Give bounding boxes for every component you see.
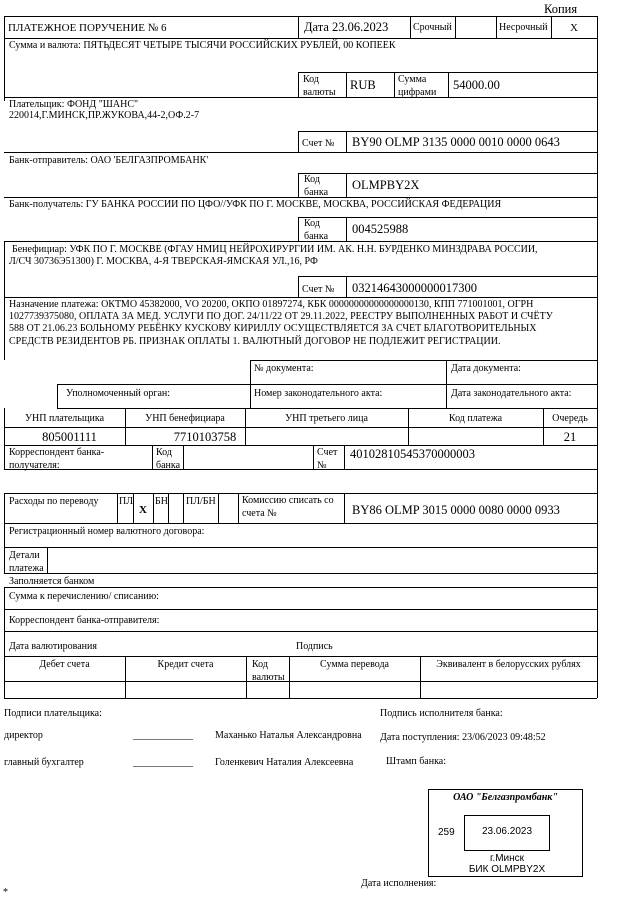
director-signature-line: ____________ <box>133 730 193 741</box>
doc-date-label: Дата документа: <box>451 363 521 374</box>
sender-bank: Банк-отправитель: ОАО 'БЕЛГАЗПРОМБАНК' <box>9 155 209 166</box>
reg-number-label: Регистрационный номер валютного договора: <box>9 526 205 537</box>
commission-label: Комиссию списать со счета № <box>242 495 334 519</box>
amount-in-words: Сумма и валюта: ПЯТЬДЕСЯТ ЧЕТЫРЕ ТЫСЯЧИ РОССИЙСКИХ РУБЛЕЙ, 00 КОПЕЕК <box>9 40 396 51</box>
sender-bank-code-label: Код банка <box>304 174 329 198</box>
sum-digits-label: Сумма цифрами <box>398 74 437 98</box>
sum-digits-value: 54000.00 <box>453 78 500 92</box>
queue-value: 21 <box>563 430 577 444</box>
currency-code-label: Код валюты <box>303 74 336 98</box>
payer-name: Плательщик: ФОНД "ШАНС" <box>9 99 139 110</box>
value-date-label: Дата валютирования <box>9 641 97 652</box>
act-number-label: Номер законодательного акта: <box>254 388 383 399</box>
form-right-border <box>597 16 598 681</box>
correspondent-account-value: 40102810545370000003 <box>350 447 475 461</box>
director-label: директор <box>4 730 43 741</box>
director-name: Маханько Наталья Александровна <box>215 730 362 741</box>
payer-signatures-label: Подписи плательщика: <box>4 708 102 719</box>
beneficiary-account-value: 03214643000000017300 <box>352 281 477 295</box>
payment-code-label: Код платежа <box>448 413 503 424</box>
payer-account-value: BY90 OLMP 3135 0000 0010 0000 0643 <box>352 135 560 149</box>
non-urgent-label: Несрочный <box>499 22 548 33</box>
expenses-label: Расходы по переводу <box>9 496 99 507</box>
commission-account-value: BY86 OLMP 3015 0000 0080 0000 0933 <box>352 503 560 517</box>
beneficiary-account-label: Счет № <box>302 284 335 295</box>
non-urgent-mark: X <box>570 22 578 34</box>
authority-label: Уполномоченный орган: <box>66 388 171 399</box>
purpose-line-2: 1027739375080, ОПЛАТА ЗА МЕД. УСЛУГИ ПО ДОГ. 24/11/22 ОТ 29.11.2022, РЕЕСТРУ ВЫПОЛНЕННЫХ РАБОТ И СЧЁТУ <box>9 311 553 322</box>
form-title: ПЛАТЕЖНОЕ ПОРУЧЕНИЕ № 6 <box>8 22 167 34</box>
stamp-number: 259 <box>438 827 455 838</box>
queue-label: Очередь <box>552 413 588 424</box>
footnote-mark: * <box>3 887 8 898</box>
recipient-bank-code-value: 004525988 <box>352 222 409 236</box>
benef-unp-value: 7710103758 <box>173 430 237 444</box>
beneficiary-name: Бенефициар: УФК ПО Г. МОСКВЕ (ФГАУ НМИЦ НЕЙРОХИРУРГИИ ИМ. АК. Н.Н. БУРДЕНКО МИНЗДРАВА РОССИИ, <box>12 244 538 255</box>
details-label: Детали платежа <box>9 550 44 574</box>
currency-code-value: RUB <box>350 78 376 92</box>
execution-date-label: Дата исполнения: <box>361 878 437 889</box>
payer-unp-value: 805001111 <box>42 430 97 444</box>
correspondent-label: Корреспондент банка-получателя: <box>9 447 105 471</box>
recipient-bank: Банк-получатель: ГУ БАНКА РОССИИ ПО ЦФО//УФК ПО Г. МОСКВЕ, МОСКВА, РОССИЙСКАЯ ФЕДЕРАЦИЯ <box>9 199 502 210</box>
stamp-city: г.Минск <box>489 853 525 864</box>
byn-equivalent-header: Эквивалент в белорусских рублях <box>436 659 581 670</box>
filled-by-bank-label: Заполняется банком <box>9 576 95 587</box>
recipient-bank-code-label: Код банка <box>304 218 329 242</box>
credit-header: Кредит счета <box>157 659 214 670</box>
form-date: Дата 23.06.2023 <box>304 20 389 34</box>
bank-stamp-label: Штамп банка: <box>386 756 446 767</box>
stamp-bik: БИК OLMPBY2X <box>468 864 546 875</box>
payer-address: 220014,Г.МИНСК,ПР.ЖУКОВА,44-2,ОФ.2-7 <box>9 110 200 121</box>
expenses-selected-mark: X <box>139 504 147 516</box>
payer-unp-label: УНП плательщика <box>24 413 105 424</box>
copy-label: Копия <box>544 2 578 16</box>
transfer-sum-header: Сумма перевода <box>320 659 389 670</box>
beneficiary-address: Л/СЧ 30736Э51300) Г. МОСКВА, 4-Я ТВЕРСКАЯ-ЯМСКАЯ УЛ.,16, РФ <box>9 256 318 267</box>
doc-number-label: № документа: <box>254 363 314 374</box>
debit-header: Дебет счета <box>39 659 90 670</box>
receipt-date: Дата поступления: 23/06/2023 09:48:52 <box>380 732 546 743</box>
correspondent-bank-code-label: Код банка <box>156 447 181 471</box>
sum-to-transfer-label: Сумма к перечислению/ списанию: <box>9 591 159 602</box>
bank-signature-label: Подпись <box>296 641 333 652</box>
chief-accountant-signature-line: ____________ <box>133 757 193 768</box>
purpose-line-1: Назначение платежа: ОКТМО 45382000, VO 20200, ОКПО 01897274, КБК 00000000000000000130, КПП 771001001, ОГРН <box>9 299 534 310</box>
chief-accountant-name: Голенкевич Наталия Алексеевна <box>215 757 354 768</box>
purpose-line-4: СРЕДСТВ РЕЗИДЕНТОВ РБ. ПРИЗНАК ОПЛАТЫ 1. ВАЛЮТНЫЙ ДОГОВОР НЕ ПОДЛЕЖИТ РЕГИСТРАЦИИ. <box>9 336 501 347</box>
purpose-line-3: 588 ОТ 21.06.23 БОЛЬНОМУ РЕБЁНКУ КУСКОВУ КИРИЛЛУ ОСУЩЕСТВЛЯЕТСЯ ЗА СЧЕТ БЛАГОТВОРИТЕЛЬНЫХ <box>9 323 537 334</box>
bank-executor-signature-label: Подпись исполнителя банка: <box>380 708 503 719</box>
chief-accountant-label: главный бухгалтер <box>4 757 84 768</box>
expenses-plbn-label: ПЛ/БН <box>186 496 216 507</box>
sender-bank-code-value: OLMPBY2X <box>352 178 420 192</box>
stamp-bank-name: ОАО "Белгазпромбанк" <box>453 792 558 803</box>
payer-account-label: Счет № <box>302 138 335 149</box>
currency-code-header: Код валюты <box>252 659 285 683</box>
urgent-label: Срочный <box>413 22 452 33</box>
act-date-label: Дата законодательного акта: <box>451 388 572 399</box>
third-unp-label: УНП третьего лица <box>285 413 368 424</box>
form-top-border <box>4 16 597 17</box>
benef-unp-label: УНП бенефициара <box>145 413 225 424</box>
sender-correspondent-label: Корреспондент банка-отправителя: <box>9 615 160 626</box>
correspondent-account-label: Счет № <box>317 447 338 471</box>
stamp-date: 23.06.2023 <box>481 826 533 837</box>
expenses-pl-label: ПЛ <box>119 496 134 507</box>
expenses-bn-label: БН <box>155 496 168 507</box>
